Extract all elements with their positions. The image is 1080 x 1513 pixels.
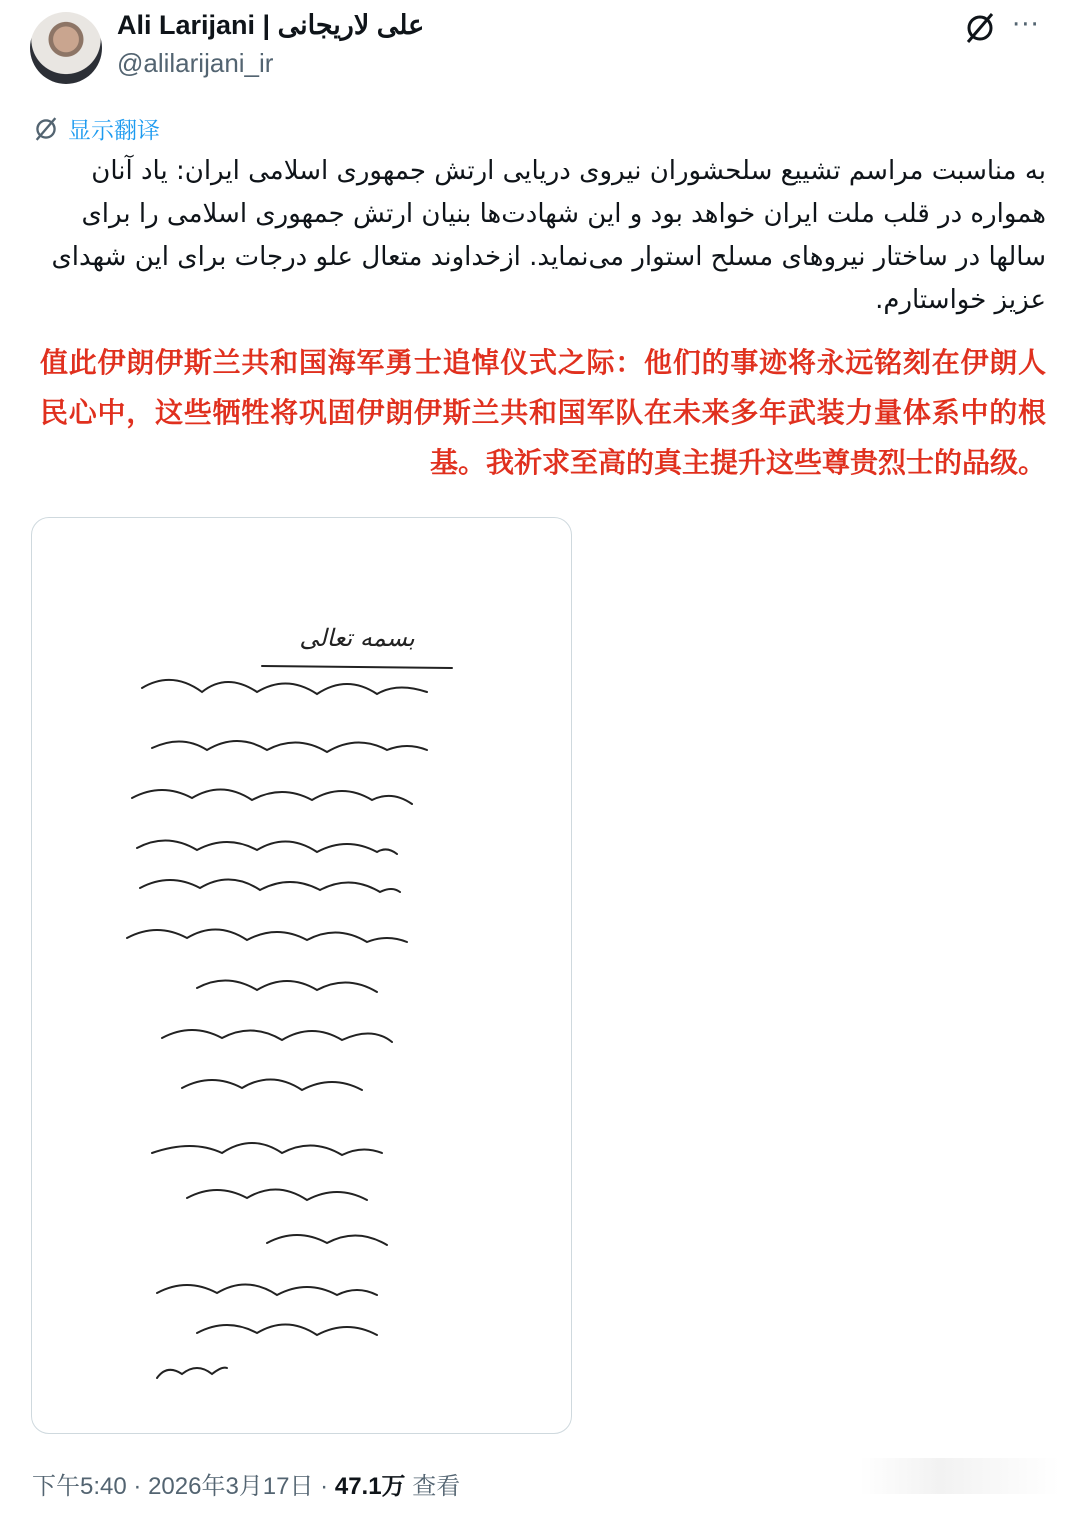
letter-heading: بسمه تعالی [299, 624, 415, 652]
author-handle[interactable]: @alilarijani_ir [117, 48, 274, 78]
post-date[interactable]: 2026年3月17日 [148, 1473, 314, 1500]
post-meta [32, 1466, 460, 1501]
translate-label: 显示翻译 [68, 118, 160, 144]
separator: · [133, 1473, 142, 1500]
avatar[interactable] [30, 12, 102, 84]
more-icon[interactable]: ··· [1012, 10, 1040, 40]
post-text-chinese [40, 338, 1046, 488]
views-label: 查看 [412, 1473, 461, 1500]
view-count: 47.1万 [334, 1473, 406, 1500]
grok-icon[interactable] [962, 10, 998, 46]
post-text-persian: به مناسبت مراسم تشییع سلحشوران نیروی دریایی ارتش جمهوری اسلامی ایران: یاد آنان همواره در قلب ملت ایران خواهد بود و این شهادت‌ها بنیان ارتش جمهوری اسلامی را برای سالها در ساختار نیروهای مسلح استوار می‌نماید. ازخداوند متعال علو درجات برای این شهدای عزیز خواستارم. [51, 156, 1046, 315]
grok-icon [32, 115, 60, 143]
watermark-fade [860, 1458, 1060, 1494]
handwritten-letter-image [32, 518, 571, 1433]
author-name[interactable]: Ali Larijani | علی لاریجانی [117, 10, 425, 40]
post-image-handwritten-letter[interactable] [31, 517, 572, 1434]
post-time[interactable]: 下午5:40 [32, 1473, 127, 1500]
separator: · [320, 1473, 329, 1500]
post-text-chinese-content: 值此伊朗伊斯兰共和国海军勇士追悼仪式之际：他们的事迹将永远铭刻在伊朗人民心中，这些牺牲将巩固伊朗伊斯兰共和国军队在未来多年武装力量体系中的根基。我祈求至高的真主提升这些尊贵烈士的品级。 [40, 346, 1046, 479]
show-translation-link[interactable] [32, 112, 160, 145]
